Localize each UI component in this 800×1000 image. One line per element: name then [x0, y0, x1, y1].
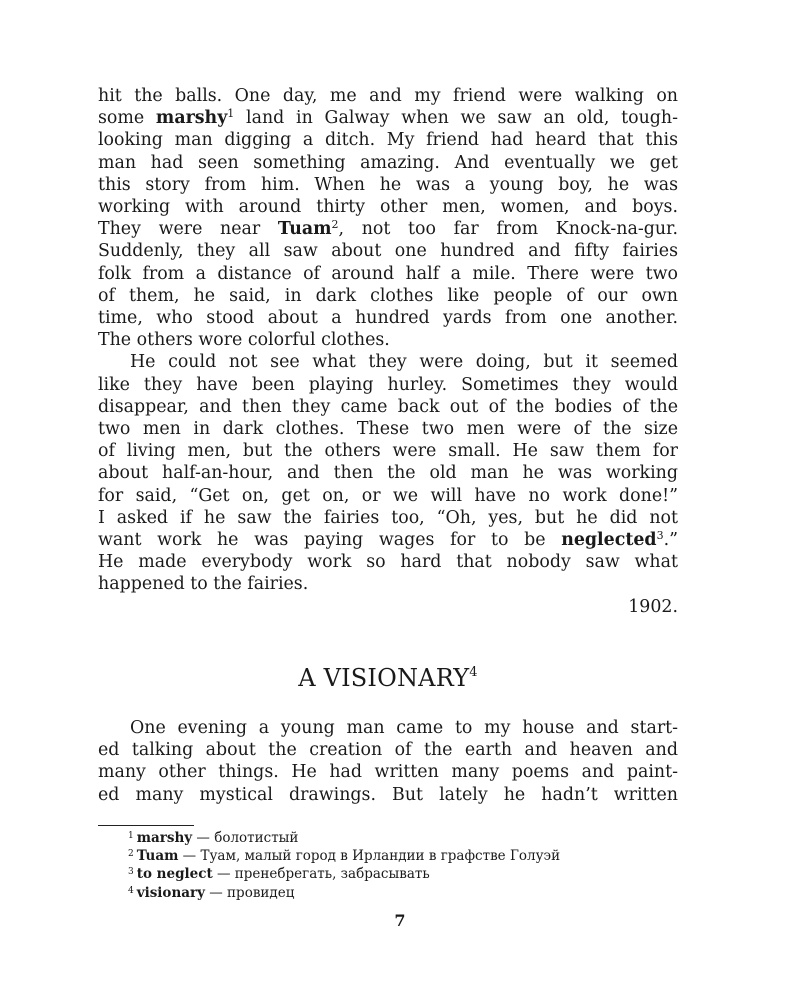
text-line [98, 107, 678, 129]
text-line: ed talking about the creation of the earth and heaven and [98, 740, 678, 761]
text-line: about half-an-hour, and then the old man he was working [98, 463, 678, 484]
text-line: time, who stood about a hundred yards from one another. [98, 308, 678, 329]
text-line: I asked if he saw the fairies too, “Oh, yes, but he did not [98, 507, 678, 528]
text-line: looking man digging a ditch. My friend had heard that this [98, 130, 678, 151]
section-title [98, 664, 678, 692]
text-line: many other things. He had written many poems and paint- [98, 762, 678, 783]
footnote-term: marshy [136, 830, 193, 846]
glossed-term-neglected: neglected [561, 530, 657, 551]
text-line: One evening a young man came to my house and start- [130, 718, 678, 738]
text-fragment: land in Galway when we saw an old, tough- [234, 108, 678, 129]
text-line [98, 218, 678, 240]
text-fragment: want work he was paying wages for to be [98, 530, 562, 551]
text-fragment: .” [663, 530, 678, 551]
footnote-1 [128, 829, 688, 847]
text-line: Suddenly, they all saw about one hundred and fifty fairies [98, 241, 678, 262]
footnote-2 [128, 847, 688, 865]
main-prose [98, 85, 678, 618]
footnote-number: 2 [128, 849, 134, 860]
text-line: ed many mystical drawings. But lately he hadn’t written [98, 784, 678, 805]
text-line: of living men, but the others were small. He saw them for [98, 441, 678, 462]
footnote-number: 3 [128, 867, 134, 878]
footnote-gloss: — болотистый [192, 830, 299, 846]
footnote-ref-1[interactable]: 1 [227, 107, 235, 121]
text-line: hit the balls. One day, me and my friend were walking on [98, 86, 678, 106]
text-fragment: , not too far from Knock-na-gur. [338, 219, 678, 240]
text-line: disappear, and then they came back out of the bodies of the [98, 396, 678, 417]
footnote-ref-2[interactable]: 2 [331, 218, 339, 232]
footnote-ref-3[interactable]: 3 [656, 529, 664, 543]
section-title-text: A VISIONARY [298, 664, 470, 692]
footnote-3 [128, 865, 688, 883]
footnote-gloss: — пренебрегать, забрасывать [212, 866, 430, 883]
footnote-number: 1 [128, 831, 134, 841]
glossed-term-marshy: marshy [155, 108, 228, 129]
text-line: of them, he said, in dark clothes like people of our own [98, 285, 678, 306]
footnote-ref-4[interactable]: 4 [469, 665, 478, 680]
text-line: The others wore colorful clothes. [98, 330, 390, 351]
text-line: for said, “Get on, get on, or we will have no work done!” [98, 485, 678, 506]
footnote-number: 4 [128, 885, 134, 896]
footnote-4 [128, 884, 688, 902]
footnote-term: Tuam [136, 848, 179, 865]
text-line: folk from a distance of around half a mile. There were two [98, 263, 678, 284]
section-prose [98, 717, 678, 806]
text-fragment: They were near [98, 219, 278, 240]
footnote-divider [98, 825, 194, 826]
text-line [98, 529, 678, 551]
date-line: 1902. [628, 596, 678, 617]
text-fragment: some [98, 108, 156, 129]
glossed-term-tuam: Tuam [277, 219, 332, 240]
text-line: man had seen something amazing. And eventually we get [98, 152, 678, 173]
footnote-term: to neglect [136, 866, 213, 883]
text-line: two men in dark clothes. These two men were of the size [98, 419, 678, 440]
text-line: working with around thirty other men, women, and boys. [98, 197, 678, 218]
text-line: this story from him. When he was a young boy, he was [98, 174, 678, 195]
footnotes [128, 829, 688, 902]
footnote-term: visionary [136, 884, 205, 901]
footnote-gloss: — провидец [204, 884, 295, 901]
text-line: like they have been playing hurley. Sometimes they would [98, 374, 678, 395]
footnote-gloss: — Туам, малый город в Ирландии в графстве Голуэй [178, 848, 561, 865]
text-line: He could not see what they were doing, but it seemed [130, 352, 678, 373]
page-number: 7 [394, 911, 406, 930]
text-line: happened to the fairies. [98, 574, 309, 595]
text-line: He made everybody work so hard that nobody saw what [98, 552, 678, 573]
